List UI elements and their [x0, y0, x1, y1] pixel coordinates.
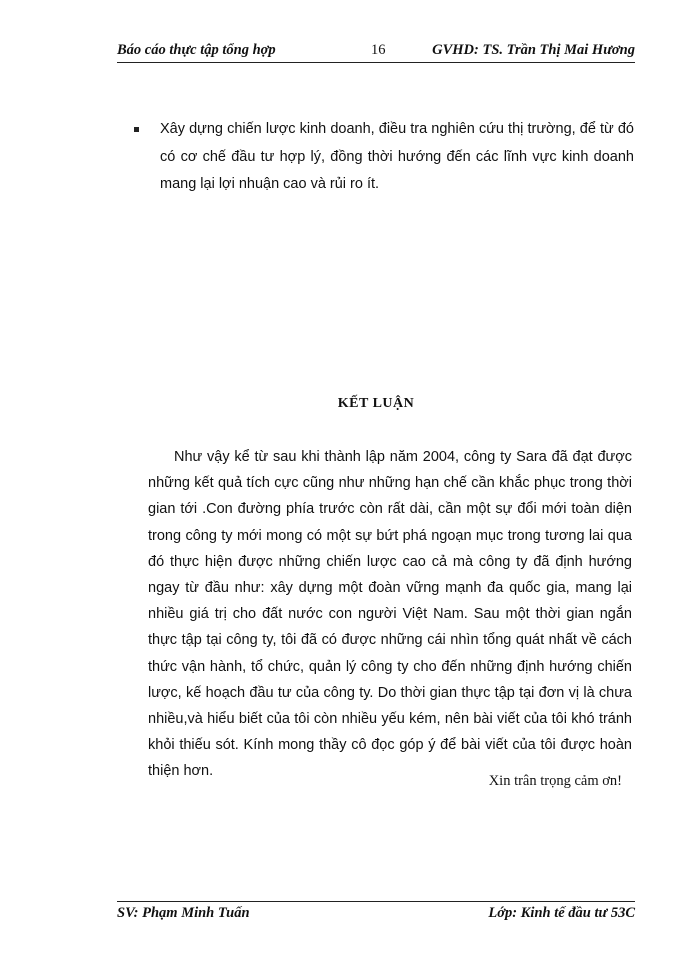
bullet-text: Xây dựng chiến lược kinh doanh, điều tra nghiên cứu thị trường, để từ đó có cơ chế đầu tư hợp lý, đồng thời hướng đến các lĩnh vực kinh doanh mang lại lợi nhuận cao và rủi ro ít. [160, 121, 634, 192]
square-bullet-icon [134, 127, 139, 132]
closing-line: Xin trân trọng cảm ơn! [488, 773, 622, 789]
footer-student: SV: Phạm Minh Tuấn [117, 905, 250, 921]
section-title: KẾT LUẬN [337, 396, 415, 411]
page-footer [117, 901, 635, 921]
page-number: 16 [371, 42, 386, 58]
footer-class: Lớp: Kinh tế đầu tư 53C [488, 905, 635, 921]
bullet-item [134, 116, 634, 199]
header-report-title: Báo cáo thực tập tổng hợp [117, 42, 276, 58]
conclusion-paragraph: Như vậy kể từ sau khi thành lập năm 2004, công ty Sara đã đạt được những kết quả tích cực cũng như những hạn chế cần khắc phục trong thời gian tới .Con đường phía trước còn rất dài, cần một sự đổi mới toàn diện trong công ty mới mong có một sự bứt phá ngoạn mục trong tương lai qua đó thực hiện được những chiến lược cao cả mà công ty đã định hướng ngay từ đầu như: xây dựng một đoàn vững mạnh đa quốc gia, mang lại nhiều giá trị cho đất nước con người Việt Nam. Sau một thời gian ngắn thực tập tại công ty, tôi đã có được những cái nhìn tổng quát nhất về cách thức vận hành, tổ chức, quản lý công ty cho đến những định hướng chiến lược, kế hoạch đầu tư của công ty. Do thời gian thực tập tại đơn vị là chưa nhiều,và hiểu biết của tôi còn nhiều yếu kém, nên bài viết của tôi khó tránh khỏi thiếu sót. Kính mong thầy cô đọc góp ý để bài viết của tôi được hoàn thiện hơn. [148, 449, 632, 780]
page-header [117, 38, 635, 63]
header-supervisor: GVHD: TS. Trần Thị Mai Hương [432, 42, 635, 58]
